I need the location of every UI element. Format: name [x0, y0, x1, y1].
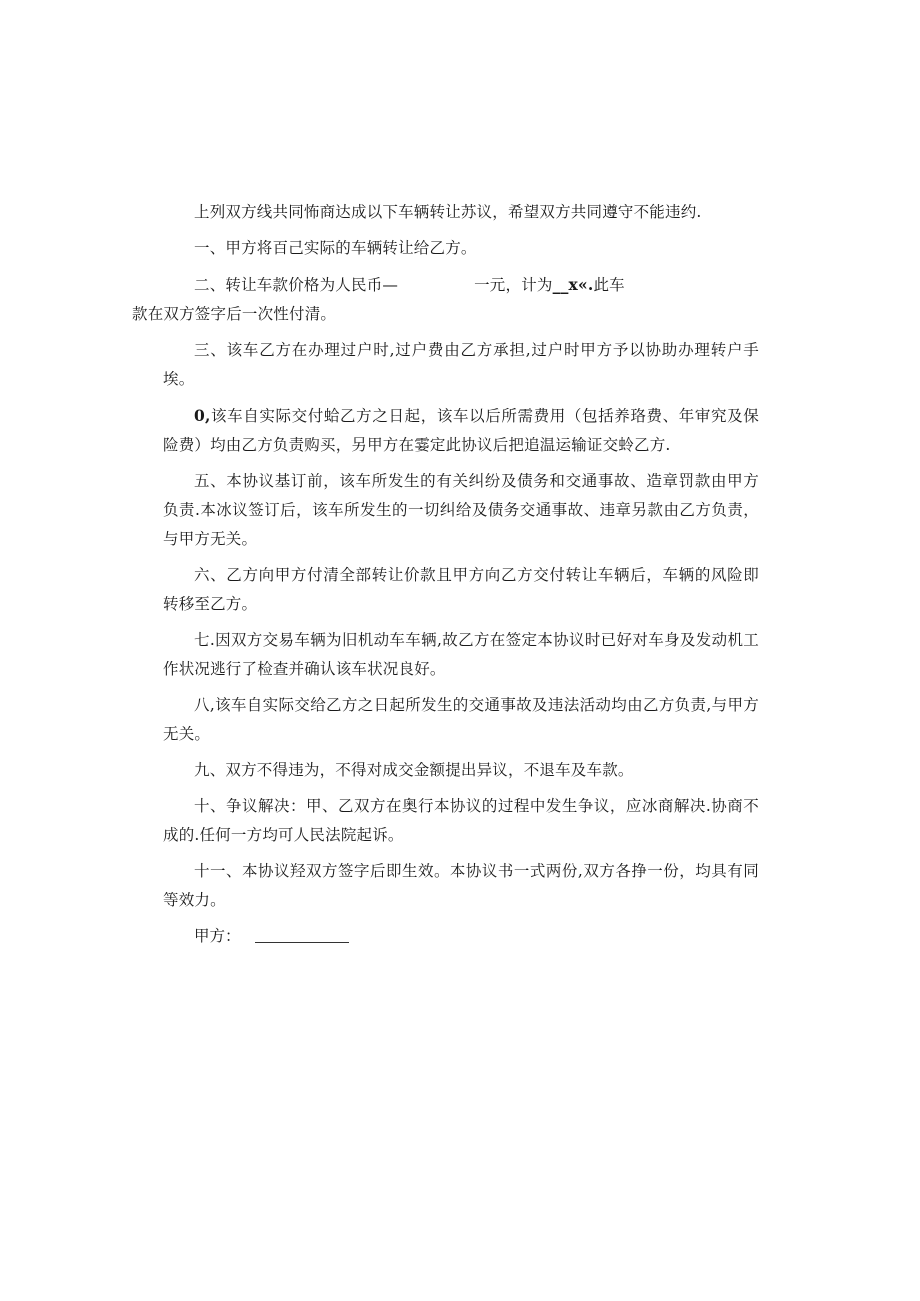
clause-8: 八,该车自实际交给乙方之日起所发生的交通事故及违法活动均由乙方负责,与甲方无关。 — [163, 696, 759, 743]
clause-2 — [132, 270, 759, 329]
intro-paragraph: 上列双方线共同怖商达成以下车辆转让苏议，希望双方共同遵守不能违约. — [194, 203, 702, 221]
clause-9: 九、双方不得违为，不得对成交金额提出异议，不退车及车款。 — [194, 761, 634, 779]
party-a-signature-line[interactable] — [255, 928, 349, 943]
clause-2-amount: __x«. — [552, 275, 594, 294]
clause-11: 十一、本协议羟双方签字后即生效。本协议书一式两份,双方各挣一份，均具有同等效力。 — [163, 862, 759, 909]
clause-4-number: 0, — [194, 406, 211, 425]
party-a-signature-row — [163, 922, 759, 951]
clause-10: 十、争议解决：甲、乙双方在奥行本协议的过程中发生争议，应冰商解决.协商不成的.任何一方均可人民法院起诉。 — [163, 797, 759, 844]
party-a-label: 甲方： — [194, 927, 241, 945]
clause-4-text: 该车自实际交付蛤乙方之日起，该车以后所需费用（包括养珞费、年审究及保险费）均由乙方负责购买，另甲方在霎定此协议后把追温运输证交蛉乙方. — [163, 407, 759, 454]
clause-6: 六、乙方向甲方付清全部转让价款且甲方向乙方交付转让车辆后，车辆的风险即转移至乙方。 — [163, 566, 759, 613]
clause-4 — [163, 401, 759, 460]
clause-2-part2: 一元，计为 — [474, 276, 553, 294]
agreement-page — [132, 198, 759, 951]
clause-5: 五、本协议基订前，该车所发生的有关纠纷及债务和交通事故、造章罚款由甲方负责.本冰议签订后，该车所发生的一切纠给及债务交通事故、违章另款由乙方负责，与甲方无关。 — [163, 472, 759, 548]
clause-1: 一、甲方将百己实际的车辆转让给乙方。 — [194, 239, 477, 257]
clause-2-part1: 二、转让车款价格为人民币— — [194, 276, 399, 294]
clause-7: 七.因双方交易车辆为旧机动车车辆,故乙方在签定本协议时已好对车身及发动机工作状况逃行了检查并确认该车状况良好。 — [163, 631, 759, 678]
clause-3: 三、该车乙方在办理过户时,过户费由乙方承担,过户时甲方予以协助办理转户手埃。 — [163, 341, 759, 388]
clause-2-part3: 此车 — [593, 276, 625, 294]
clause-2-part4: 款在双方签字后一次性付清。 — [132, 305, 337, 323]
